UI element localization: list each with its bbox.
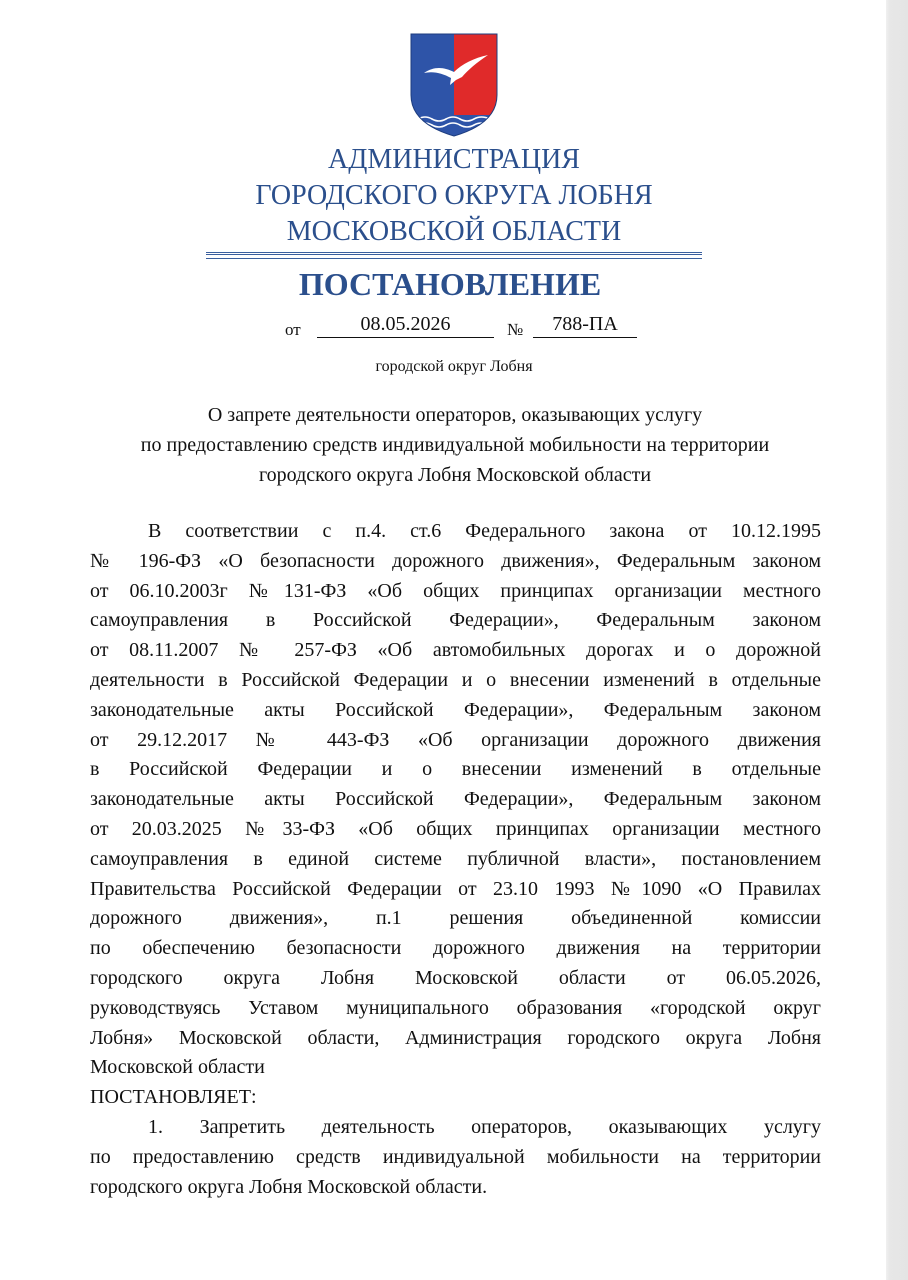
decree-word: ПОСТАНОВЛЯЕТ: xyxy=(90,1086,257,1109)
document-subject xyxy=(60,400,850,490)
body-line: Лобня» Московской области, Администрация городского округа Лобня xyxy=(90,1026,821,1049)
body-line: законодательные акты Российской Федерации», Федеральным законом xyxy=(90,788,821,811)
item-1-line: по предоставлению средств индивидуальной мобильности на территории xyxy=(90,1145,821,1168)
body-line: по обеспечению безопасности дорожного движения на территории xyxy=(90,937,821,960)
document-type-title: ПОСТАНОВЛЕНИЕ xyxy=(298,266,602,302)
header-divider xyxy=(206,252,702,255)
document-body xyxy=(90,517,821,1202)
body-line: от 20.03.2025 №33-ФЗ «Об общих принципах организации местного xyxy=(90,817,821,840)
body-line: от 29.12.2017 № 443-ФЗ «Об организации дорожного движения xyxy=(90,728,821,751)
body-line: самоуправления в единой системе публичной власти», постановлением xyxy=(90,847,821,870)
body-line: руководствуясь Уставом муниципального образования «городской округ xyxy=(90,996,821,1019)
body-line: от 08.11.2007 № 257-ФЗ «Об автомобильных дорогах и о дорожной xyxy=(90,639,821,662)
place-of-issue: городской округ Лобня xyxy=(375,358,533,375)
subject-line: по предоставлению средств индивидуальной мобильности на территории xyxy=(140,434,770,456)
org-name-line-3: МОСКОВСКОЙ ОБЛАСТИ xyxy=(286,216,622,247)
org-name-line-1: АДМИНИСТРАЦИЯ xyxy=(328,144,580,175)
item-1-line: городского округа Лобня Московской области. xyxy=(90,1175,488,1198)
date-label: от xyxy=(285,320,301,339)
date-value: 08.05.2026 xyxy=(317,312,494,338)
number-label: № xyxy=(507,320,524,339)
body-line: дорожного движения», п.1 решения объединенной комиссии xyxy=(90,907,821,930)
subject-line: О запрете деятельности операторов, оказывающих услугу xyxy=(207,404,703,426)
header-divider-thin xyxy=(206,258,702,259)
body-line: от 06.10.2003г №131-ФЗ «Об общих принципах организации местного xyxy=(90,579,821,602)
body-line: законодательные акты Российской Федерации», Федеральным законом xyxy=(90,698,821,721)
body-line: самоуправления в Российской Федерации», Федеральным законом xyxy=(90,609,821,632)
number-value: 788-ПА xyxy=(533,312,637,338)
item-1-line: 1. Запретить деятельность операторов, оказывающих услугу xyxy=(148,1115,821,1138)
body-line: В соответствии с п.4. ст.6 Федерального закона от 10.12.1995 xyxy=(148,520,821,542)
coat-of-arms-icon xyxy=(410,33,498,137)
org-name-line-2: ГОРОДСКОГО ОКРУГА ЛОБНЯ xyxy=(255,180,653,211)
body-line: деятельности в Российской Федерации и о внесении изменений в отдельные xyxy=(90,668,821,691)
body-line: в Российской Федерации и о внесении изменений в отдельные xyxy=(90,758,821,781)
body-line: городского округа Лобня Московской области от 06.05.2026, xyxy=(90,966,821,989)
subject-line: городского округа Лобня Московской области xyxy=(258,464,652,486)
body-line: № 196-ФЗ «О безопасности дорожного движения», Федеральным законом xyxy=(90,549,821,572)
body-line: Московской области xyxy=(90,1056,265,1079)
body-line: Правительства Российской Федерации от 23.10 1993 №1090 «О Правилах xyxy=(90,877,821,900)
